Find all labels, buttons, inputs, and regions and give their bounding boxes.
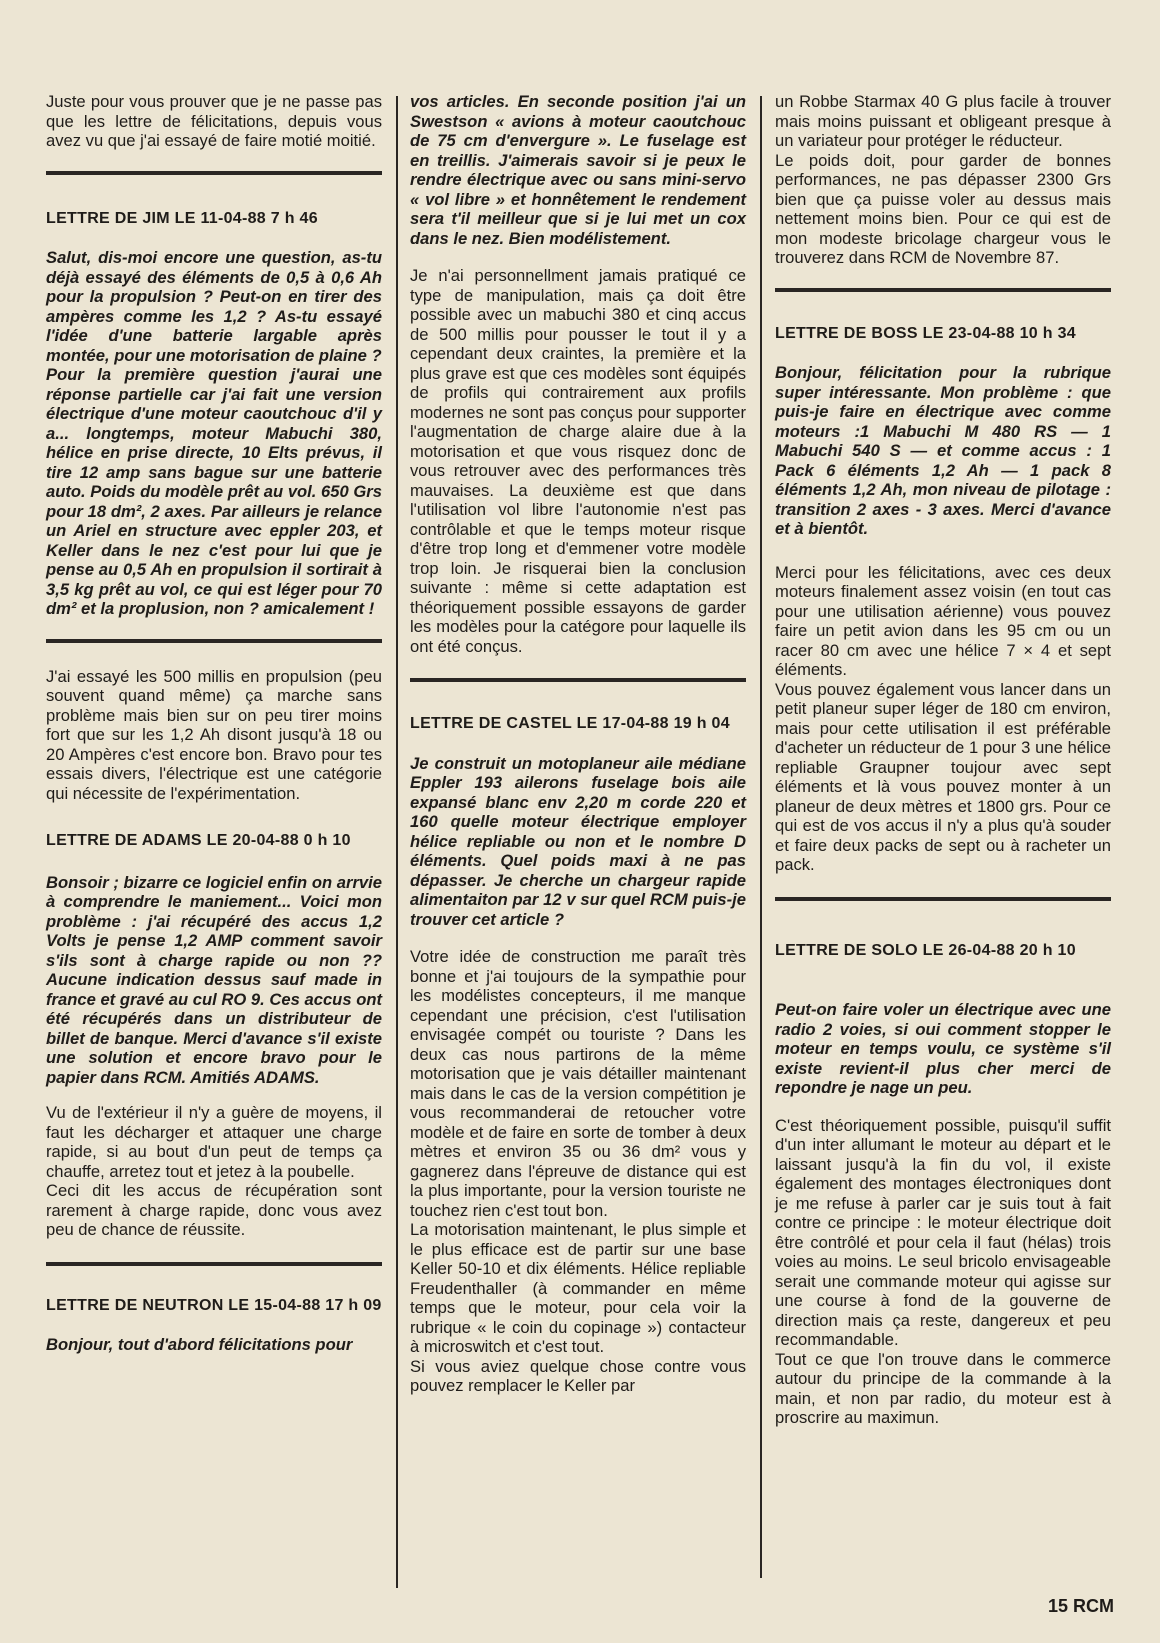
reader-question: vos articles. En seconde position j'ai un Swestson « avions à moteur caoutchouc de 75 cm d'envergure ». Le fuselage est en treillis. J'aimerais savoir si je peux le rendre électrique avec ou sans mini-servo « vol libre » et honnêtement le rendement sera t'il meilleur que si je lui met un cox dans le nez. Bien modélistement. (410, 92, 746, 248)
section-rule (410, 678, 746, 682)
reader-question: Bonsoir ; bizarre ce logiciel enfin on arrvie à comprendre le maniement... Voici mon problème : j'ai récupéré des accus 1,2 Volts je pense 1,2 AMP comment savoir s'ils sont à charge rapide ou non ?? Aucune indication dessus sauf made in france et gravé au cul RO 9. Ces accus ont été récupérés dans un distributeur de billet de banque. Merci d'avance s'il existe une solution et encore bravo pour le papier dans RCM. Amitiés ADAMS. (46, 872, 382, 1087)
letter-heading: LETTRE DE SOLO LE 26-04-88 20 h 10 (775, 941, 1076, 959)
section-rule (775, 897, 1111, 901)
paragraph: Juste pour vous prouver que je ne passe pas que les lettre de félicitations, depuis vous avez vu que j'ai essayé de faire motié moitié. (46, 92, 382, 150)
column-divider (760, 96, 762, 1578)
answer-paragraph: Le poids doit, pour garder de bonnes performances, ne pas dépasser 2300 Grs bien que ça puisse voler au dessus mais nettement moins bien. Pour ce qui est de mon modeste bricolage chargeur vous le trouverez dans RCM de Novembre 87. (775, 150, 1111, 267)
answer-paragraph: Vu de l'extérieur il n'y a guère de moyens, il faut les décharger et attaquer une charge rapide, si au bout d'un peut de temps ça chauffe, arretez tout et jetez à la poubelle. (46, 1103, 382, 1181)
section-rule (46, 1262, 382, 1266)
page-number: 15 RCM (1047, 1596, 1114, 1616)
column-3 (775, 92, 1111, 1428)
reader-question: Bonjour, félicitation pour la rubrique super intéressante. Mon problème : que puis-je faire en électrique avec comme moteurs :1 Mabuchi M 480 RS — 1 Mabuchi 540 S — et comme accus : 1 Pack 6 éléments 1,2 Ah — 1 pack 8 éléments 1,2 Ah, mon niveau de pilotage : transition 2 axes - 3 axes. Merci d'avance et à bientôt. (775, 363, 1111, 538)
answer-paragraph: Merci pour les félicitations, avec ces deux moteurs finalement assez voisin (en tout cas pour une utilisation aérienne) vous pouvez faire un petit avion dans les 95 cm ou un racer 80 cm avec une hélice 7 × 4 et sept éléments. (775, 562, 1111, 679)
answer-paragraph: Vous pouvez également vous lancer dans un petit planeur super léger de 180 cm environ, mais pour cette utilisation il est préférable d'acheter un réducteur de 1 pour 3 une hélice repliable Graupner toujour avec sept éléments et là vous pouvez monter à un planeur de deux mètres et 1800 grs. Pour ce qui est de vos accus il n'y a plus qu'à souder et faire deux packs de sept ou à racheter un pack. (775, 679, 1111, 874)
section-rule (775, 288, 1111, 292)
column-2 (410, 92, 746, 1396)
letter-heading: LETTRE DE BOSS LE 23-04-88 10 h 34 (775, 324, 1076, 342)
answer-paragraph: un Robbe Starmax 40 G plus facile à trouver mais moins puissant et obligeant presque à un variateur pour protéger le réducteur. (775, 92, 1111, 150)
section-rule (46, 171, 382, 175)
reader-question: Salut, dis-moi encore une question, as-tu déjà essayé des éléments de 0,5 à 0,6 Ah pour la propulsion ? Peut-on en tirer des ampères comme les 1,2 ? As-tu essayé l'idée d'une batterie largable après montée, pour une motorisation de plaine ? (46, 248, 382, 365)
answer-paragraph: Votre idée de construction me paraît très bonne et j'ai toujours de la sympathie pour les modélistes concepteurs, il me manque cependant une précision, c'est l'utilisation envisagée compét ou touriste ? Dans les deux cas nous partirons de la même motorisation que je vais détailler maintenant mais dans le cas de la version compétition je vous recommanderai de retoucher votre modèle et de faire en sorte de tomber à deux mètres et environ 35 ou 36 dm² vous y gagnerez dans l'épreuve de distance qui est la plus importante, pour la version touriste ne touchez rien c'est tout bon. (410, 947, 746, 1220)
answer-paragraph: Si vous aviez quelque chose contre vous pouvez remplacer le Keller par (410, 1356, 746, 1395)
reader-question: Bonjour, tout d'abord félicitations pour (46, 1335, 353, 1354)
letter-heading: LETTRE DE JIM LE 11-04-88 7 h 46 (46, 209, 318, 227)
answer-paragraph: La motorisation maintenant, le plus simple et le plus efficace est de partir sur une base Keller 50-10 et dix éléments. Hélice repliable Freudenthaller (à commander en même temps que le moteur, pour cela voir la rubrique « le coin du copinage ») contacteur à microswitch et c'est tout. (410, 1220, 746, 1356)
answer-paragraph: Ceci dit les accus de récupération sont rarement à charge rapide, donc vous avez peu de chance de réussite. (46, 1181, 382, 1239)
section-rule (46, 639, 382, 643)
reader-question: Je construit un motoplaneur aile médiane Eppler 193 ailerons fuselage bois aile expansé blanc env 2,20 m corde 220 et 160 quelle moteur électrique employer hélice repliable ou non et le nombre D éléments. Quel poids maxi à ne pas dépasser. Je cherche un chargeur rapide alimentaiton par 12 v sur quel RCM puis-je trouver cet article ? (410, 753, 746, 929)
answer-paragraph: Tout ce que l'on trouve dans le commerce autour du principe de la commande à la main, et non par radio, du moteur est à proscrire au maximun. (775, 1349, 1111, 1427)
letter-heading: LETTRE DE ADAMS LE 20-04-88 0 h 10 (46, 832, 351, 849)
reader-question: Peut-on faire voler un électrique avec une radio 2 voies, si oui comment stopper le moteur en temps voulu, ce système s'il existe revient-il plus cher merci de repondre je nage un peu. (775, 1000, 1111, 1097)
reader-question: Pour la première question j'aurai une réponse partielle car j'ai fait une version électrique d'une moteur caoutchouc d'il y a... longtemps, moteur Mabuchi 380, hélice en prise directe, 10 Elts prévus, il tire 12 amp sans bague sur une batterie auto. Poids du modèle prêt au vol. 650 Grs pour 18 dm², 2 axes. Par ailleurs je relance un Ariel en structure avec eppler 203, et Keller dans le nez c'est pour lui que je pense au 0,5 Ah en propulsion il sortirait à 3,5 kg prêt au vol, ce qui est léger pour 70 dm² et la proplusion, non ? amicalement ! (46, 365, 382, 618)
column-divider (396, 96, 398, 1588)
answer-paragraph: C'est théoriquement possible, puisqu'il suffit d'un inter allumant le moteur au départ et le laissant jusqu'à la fin du vol, il existe également des montages électroniques dont je me refuse à parler car je suis tout à fait contre ce principe : le moteur électrique doit être contrôlé et pour cela il faut (hélas) trois voies au moins. Le seul bricolo envisageable serait une commande moteur qui agisse sur une course à fond de la gouverne de direction mais ça reste, dangereux et peu recommandable. (775, 1115, 1111, 1349)
answer-paragraph: J'ai essayé les 500 millis en propulsion (peu souvent quand même) ça marche sans problème mais bien sur on peu tirer moins fort que sur les 1,2 Ah disont jusqu'à 18 ou 20 Ampères c'est encore bon. Bravo pour tes essais divers, l'électrique est une catégorie qui nécessite de l'expérimentation. (46, 666, 382, 803)
letter-heading: LETTRE DE NEUTRON LE 15-04-88 17 h 09 (46, 1296, 382, 1314)
column-1 (46, 92, 382, 1355)
letter-heading: LETTRE DE CASTEL LE 17-04-88 19 h 04 (410, 715, 730, 732)
answer-paragraph: Je n'ai personnellment jamais pratiqué ce type de manipulation, mais ça doit être possible avec un mabuchi 380 et cinq accus de 500 millis pour pousser le tout il y a cependant deux craintes, la première et la plus grave est que ces modèles sont équipés de profils qui contrairement aux profils modernes ne sont pas conçus pour supporter l'augmentation de charge alaire due à la motorisation et que vous risquez donc de vous retrouver avec des performances très mauvaises. La deuxième est que dans l'utilisation vol libre l'autonomie n'est pas contrôlable et que le temps moteur risque d'être trop long et d'emmener votre modèle trop loin. Je risquerai bien la conclusion suivante : même si cette adaptation est théoriquement possible essayons de garder les modèles pour la catégore pour laquelle ils ont été conçus. (410, 266, 746, 656)
